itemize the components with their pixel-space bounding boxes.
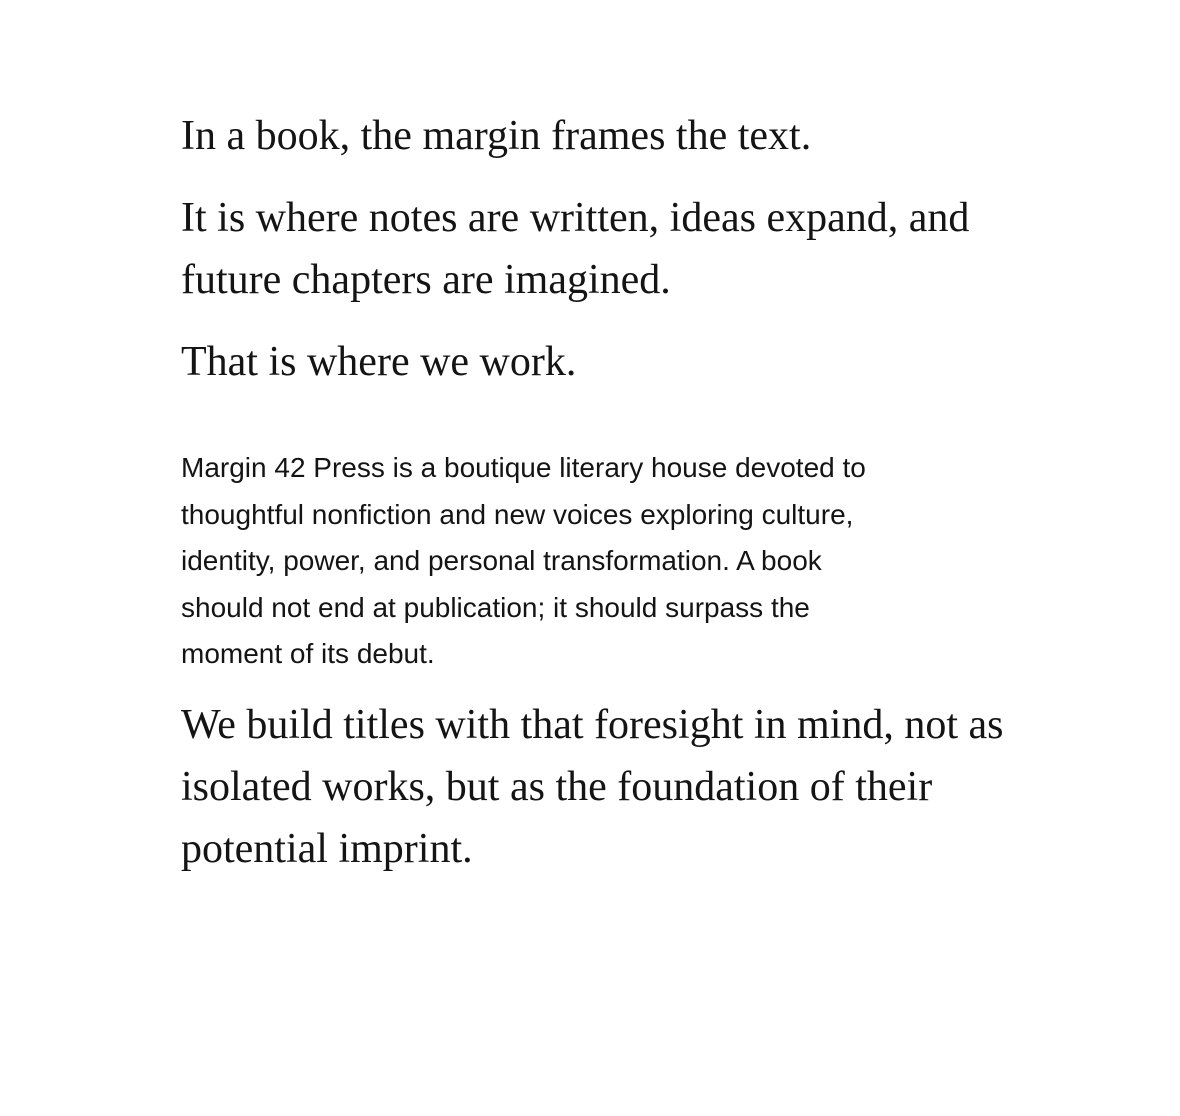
margin-description-paragraph: It is where notes are written, ideas expand, and future chapters are imagined.	[181, 195, 970, 303]
closing-paragraph: We build titles with that foresight in mind, not as isolated works, but as the foundation of their potential imprint.	[181, 701, 1004, 872]
about-paragraph: Margin 42 Press is a boutique literary house devoted to thoughtful nonfiction and new voices exploring culture, identity, power, and personal transformation. A book should not end at publication; it should surpass the moment of its debut.	[181, 452, 866, 669]
intro-paragraph: In a book, the margin frames the text.	[181, 113, 812, 159]
page-content	[181, 105, 1041, 880]
statement-paragraph: That is where we work.	[181, 339, 577, 385]
